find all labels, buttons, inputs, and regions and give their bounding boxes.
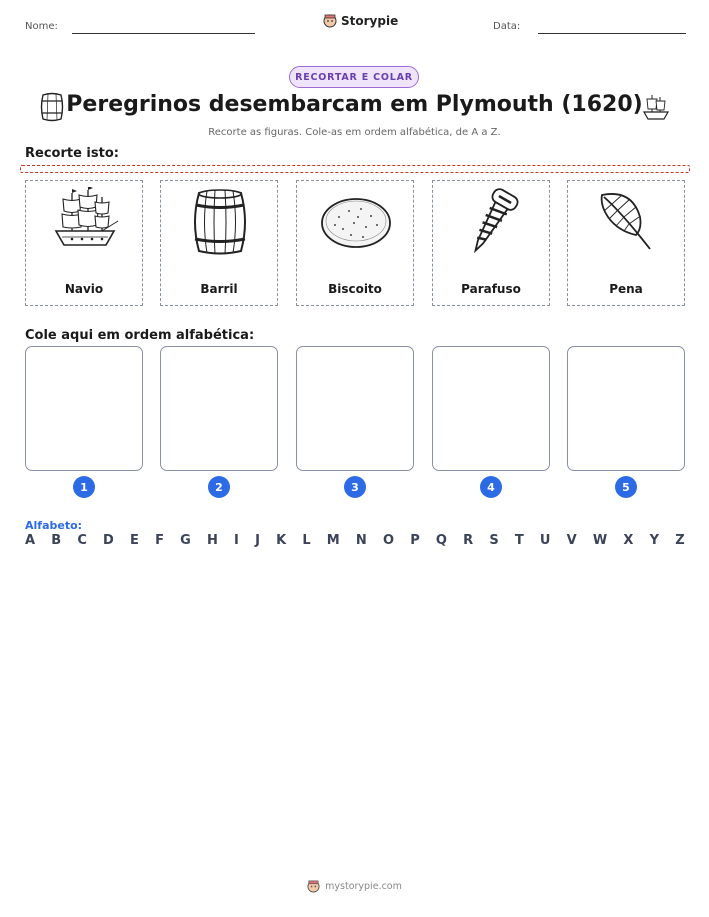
card-label-ship: Navio bbox=[64, 282, 104, 296]
storypie-mascot-icon bbox=[307, 880, 320, 893]
card-label-screw: Parafuso bbox=[461, 282, 521, 296]
ship-decoration-icon bbox=[642, 92, 670, 122]
alphabet-letter: X bbox=[623, 533, 634, 548]
alphabet-letter: J bbox=[255, 533, 260, 548]
alphabet-letter: G bbox=[180, 533, 191, 548]
alphabet-letter: V bbox=[566, 533, 577, 548]
alphabet-letter: U bbox=[539, 533, 551, 548]
paste-box-3[interactable] bbox=[296, 346, 414, 471]
cut-card-biscuit[interactable] bbox=[296, 180, 414, 306]
alphabet-row bbox=[25, 533, 685, 548]
date-label: Data: bbox=[493, 21, 521, 32]
paste-box-1[interactable] bbox=[25, 346, 143, 471]
activity-badge: RECORTAR E COLAR bbox=[289, 66, 419, 88]
alphabet-letter: W bbox=[592, 533, 608, 548]
card-label-biscuit: Biscoito bbox=[328, 282, 382, 296]
alphabet-letter: P bbox=[410, 533, 420, 548]
number-badge-1: 1 bbox=[73, 476, 95, 498]
number-badge-3: 3 bbox=[344, 476, 366, 498]
alphabet-letter: I bbox=[234, 533, 239, 548]
alphabet-letter: L bbox=[302, 533, 311, 548]
biscuit-icon bbox=[321, 187, 391, 257]
footer bbox=[0, 880, 709, 893]
alphabet-letter: E bbox=[130, 533, 139, 548]
number-badge-2: 2 bbox=[208, 476, 230, 498]
feather-icon bbox=[592, 187, 662, 257]
cut-card-ship[interactable] bbox=[25, 180, 143, 306]
name-line[interactable] bbox=[72, 33, 255, 34]
alphabet-letter: R bbox=[463, 533, 474, 548]
alphabet-letter: B bbox=[51, 533, 62, 548]
barrel-icon bbox=[185, 187, 255, 257]
alphabet-letter: C bbox=[77, 533, 87, 548]
alphabet-letter: H bbox=[206, 533, 218, 548]
alphabet-letter: Q bbox=[435, 533, 447, 548]
number-badge-4: 4 bbox=[480, 476, 502, 498]
alphabet-letter: A bbox=[25, 533, 36, 548]
alphabet-letter: Z bbox=[675, 533, 685, 548]
cut-section-label: Recorte isto: bbox=[25, 146, 119, 161]
brand-logo bbox=[323, 14, 398, 28]
number-badge-5: 5 bbox=[615, 476, 637, 498]
alphabet-letter: N bbox=[355, 533, 367, 548]
alphabet-letter: S bbox=[489, 533, 499, 548]
page-title: Peregrinos desembarcam em Plymouth (1620) bbox=[66, 92, 643, 117]
card-label-barrel: Barril bbox=[200, 282, 238, 296]
alphabet-letter: D bbox=[103, 533, 114, 548]
cut-card-screw[interactable] bbox=[432, 180, 550, 306]
paste-box-5[interactable] bbox=[567, 346, 685, 471]
alphabet-letter: K bbox=[276, 533, 287, 548]
footer-link[interactable]: mystorypie.com bbox=[325, 881, 402, 892]
cut-line bbox=[20, 165, 690, 173]
alphabet-letter: F bbox=[155, 533, 164, 548]
alphabet-letter: Y bbox=[649, 533, 660, 548]
alphabet-letter: T bbox=[514, 533, 524, 548]
ship-icon bbox=[50, 187, 120, 257]
paste-box-2[interactable] bbox=[160, 346, 278, 471]
paste-box-4[interactable] bbox=[432, 346, 550, 471]
date-line[interactable] bbox=[538, 33, 686, 34]
cut-card-barrel[interactable] bbox=[160, 180, 278, 306]
page-subtitle: Recorte as figuras. Cole-as em ordem alfabética, de A a Z. bbox=[208, 127, 501, 138]
cut-card-feather[interactable] bbox=[567, 180, 685, 306]
screw-icon bbox=[457, 187, 527, 257]
name-label: Nome: bbox=[25, 21, 58, 32]
alphabet-letter: O bbox=[382, 533, 395, 548]
brand-name: Storypie bbox=[341, 14, 399, 28]
storypie-mascot-icon bbox=[323, 14, 337, 28]
paste-section-label: Cole aqui em ordem alfabética: bbox=[25, 328, 255, 343]
card-label-feather: Pena bbox=[609, 282, 643, 296]
alphabet-label: Alfabeto: bbox=[25, 519, 83, 532]
alphabet-letter: M bbox=[326, 533, 340, 548]
